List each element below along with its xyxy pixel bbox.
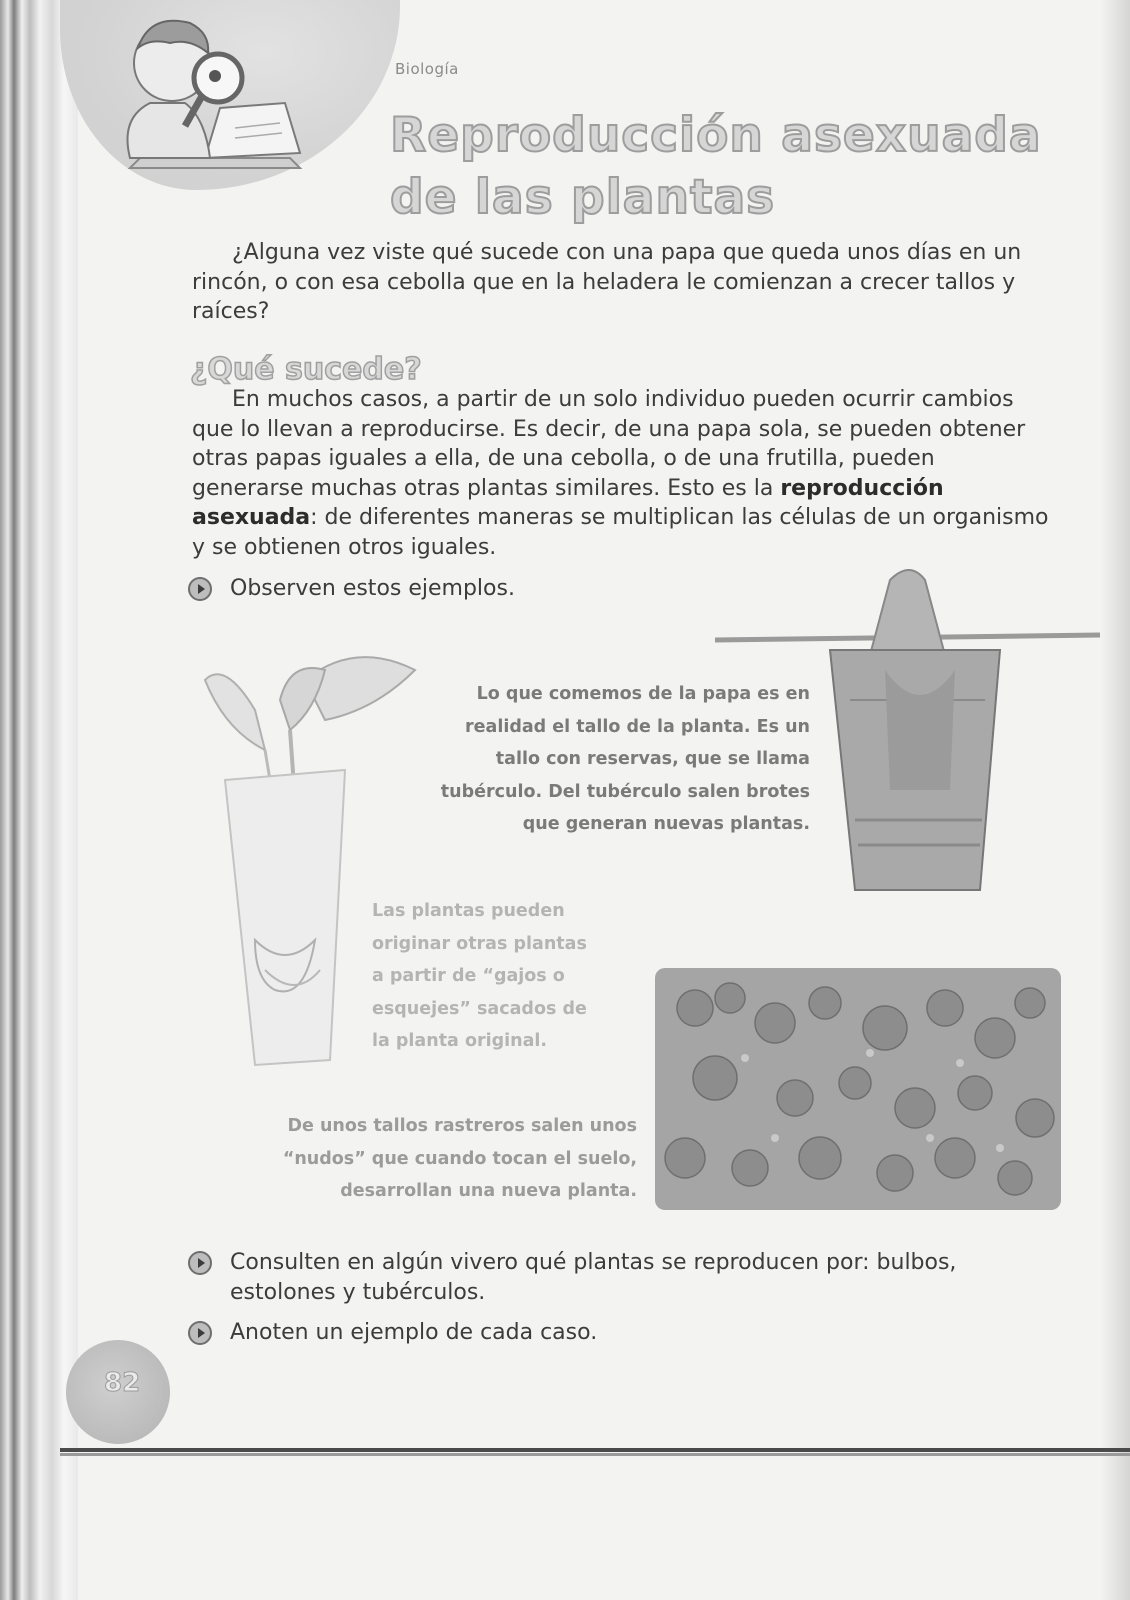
caption-potato-line: tallo con reservas, que se llama <box>495 749 810 769</box>
section-bold-term: reproducción asexuada <box>192 475 944 530</box>
caption-cuttings-line: Las plantas pueden <box>372 901 565 921</box>
section-paragraph <box>192 385 1052 562</box>
page-title <box>390 105 1042 229</box>
caption-stolons-line: desarrollan una nueva planta. <box>340 1181 637 1201</box>
caption-potato-line: que generan nuevas plantas. <box>522 814 810 834</box>
task-observe-text: Observen estos ejemplos. <box>230 576 515 601</box>
section-text-2: : de diferentes maneras se multiplican las células de un organismo y se obtienen otros iguales. <box>192 505 1049 560</box>
caption-potato-line: Lo que comemos de la papa es en <box>476 684 810 704</box>
caption-cuttings-line: a partir de “gajos o <box>372 966 565 986</box>
section-heading: ¿Qué sucede? <box>190 352 422 387</box>
caption-cuttings-line: esquejes” sacados de <box>372 998 587 1019</box>
page-number: 82 <box>104 1368 141 1398</box>
play-bullet-icon <box>188 1321 212 1345</box>
intro-paragraph <box>192 238 1052 327</box>
strawberry-stolons-photo <box>655 968 1061 1210</box>
caption-cuttings-line: la planta original. <box>372 1031 548 1051</box>
section-text-1: En muchos casos, a partir de un solo individuo pueden ocurrir cambios que lo llevan a reproducirse. Es decir, de una papa sola, se pueden obtener otras papas iguales a ella, de una cebolla, o de una frutilla, pueden generarse muchas otras plantas similares. Esto es la <box>192 387 1026 501</box>
play-bullet-icon <box>188 1251 212 1275</box>
caption-stolons-line: De unos tallos rastreros salen unos <box>287 1116 637 1136</box>
footer-rule <box>60 1448 1130 1452</box>
caption-stolons <box>280 1110 637 1208</box>
title-line-2: de las plantas <box>390 170 776 225</box>
task-consult <box>188 1248 1028 1307</box>
task-observe <box>188 574 515 604</box>
task-consult-text: Consulten en algún vivero qué plantas se reproducen por: bulbos, estolones y tubérculos. <box>230 1250 957 1305</box>
child-with-magnifier-illustration <box>110 8 310 173</box>
caption-potato <box>430 678 810 841</box>
task-note <box>188 1318 597 1348</box>
task-note-text: Anoten un ejemplo de cada caso. <box>230 1320 598 1345</box>
caption-potato-line: realidad el tallo de la planta. Es un <box>465 716 810 737</box>
page-number-badge <box>66 1340 170 1444</box>
book-binding-shadow <box>0 0 78 1600</box>
caption-cuttings <box>372 895 622 1058</box>
play-bullet-icon <box>188 577 212 601</box>
caption-potato-line: tubérculo. Del tubérculo salen brotes <box>440 781 810 802</box>
footer-rule-shadow <box>60 1453 1130 1456</box>
title-line-1: Reproducción asexuada <box>390 108 1042 163</box>
caption-cuttings-line: originar otras plantas <box>372 933 587 954</box>
caption-stolons-line: “nudos” que cuando tocan el suelo, <box>282 1148 637 1169</box>
subject-label: Biología <box>395 60 459 78</box>
intro-text: ¿Alguna vez viste qué sucede con una papa que queda unos días en un rincón, o con esa cebolla que en la heladera le comienzan a crecer tallos y raíces? <box>192 240 1022 324</box>
